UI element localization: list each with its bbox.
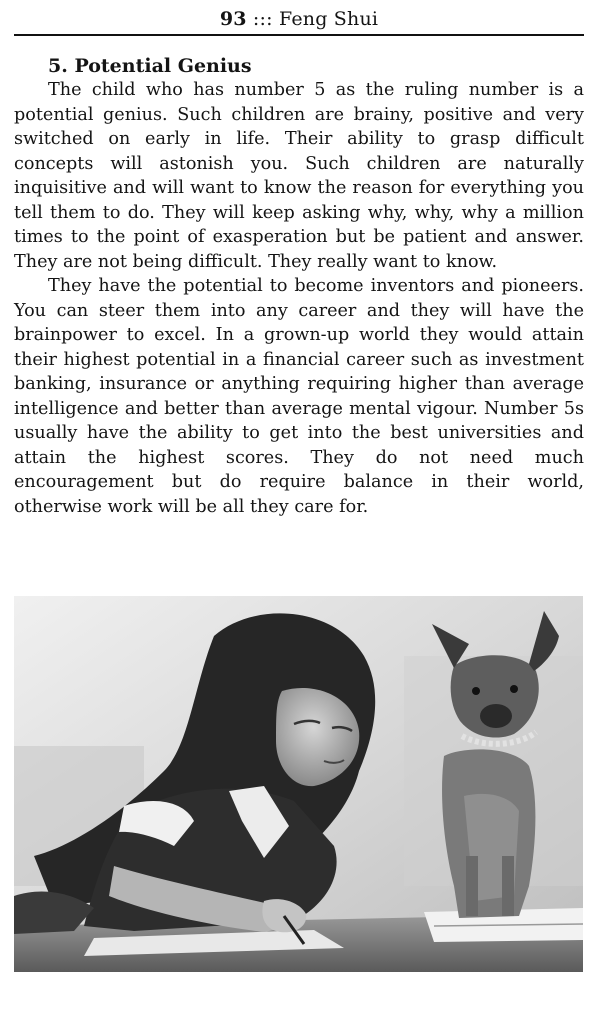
page-header	[14, 6, 584, 36]
section-heading: 5. Potential Genius	[48, 55, 252, 77]
running-head	[14, 8, 584, 30]
paragraph-2: They have the potential to become inventors and pioneers. You can steer them into any career and they will have the brainpower to excel. In a grown-up world they would attain their highest potential in a financial career such as investment banking, insurance or anything requiring higher than average intelligence and better than average mental vigour. Number 5s usually have the ability to get into the best universities and attain the highest scores. They do not need much encouragement but do require balance in their world, otherwise work will be all they care for.	[14, 276, 584, 517]
page-number: 93	[219, 8, 247, 30]
page-content	[14, 54, 584, 519]
header-separator: :::	[252, 8, 273, 30]
photo-girl-studying-with-dog	[14, 596, 583, 972]
paragraph-1: The child who has number 5 as the ruling number is a potential genius. Such children are brainy, positive and very switched on early in life. Their ability to grasp difficult concepts will astonish you. Such children are naturally inquisitive and will want to know the reason for everything you tell them to do. They will keep asking why, why, why a million times to the point of exasperation but be patient and answer. They are not being difficult. They really want to know.	[14, 80, 584, 272]
photo-illustration	[14, 596, 583, 972]
header-rule	[14, 34, 584, 36]
book-title: Feng Shui	[278, 8, 379, 30]
